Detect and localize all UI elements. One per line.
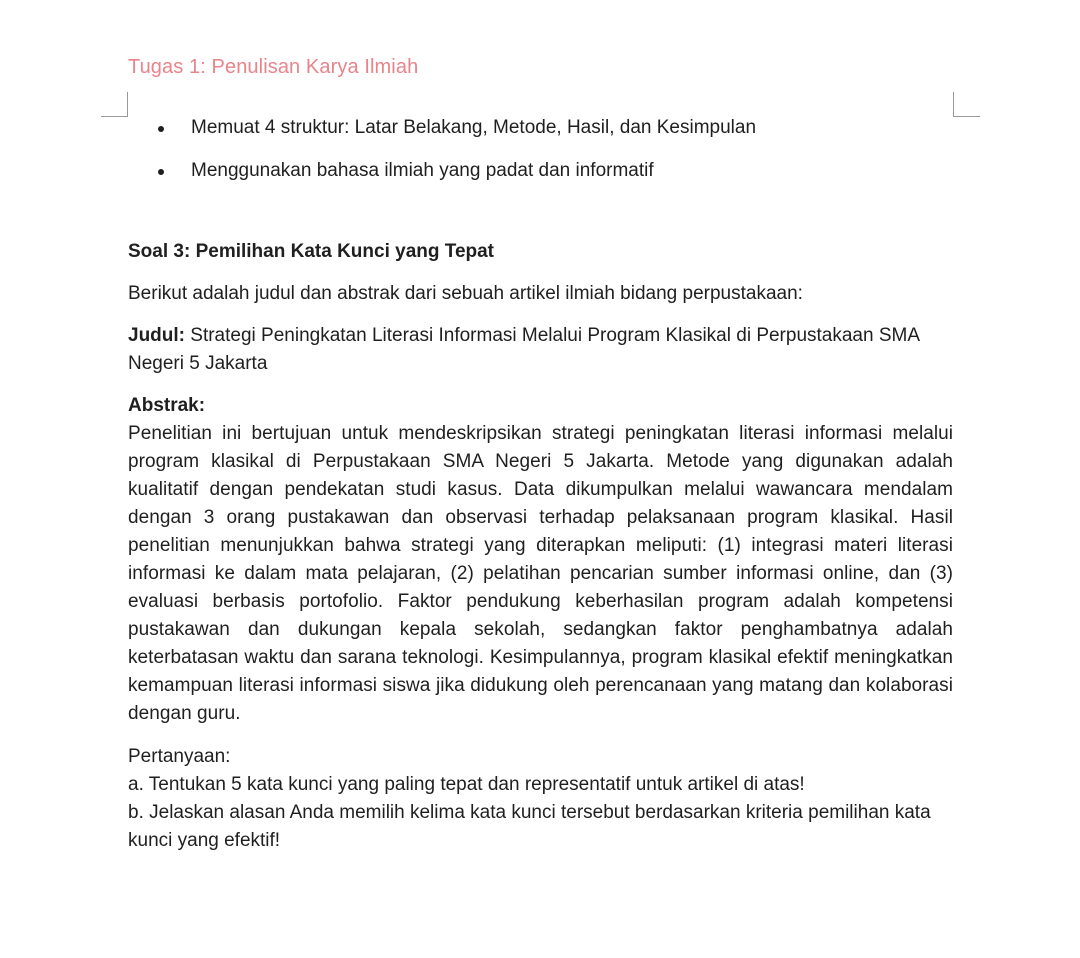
judul-text: Strategi Peningkatan Literasi Informasi Melalui Program Klasikal di Perpustakaan SMA Negeri 5 Jakarta (128, 325, 919, 374)
bullet-list (128, 114, 953, 185)
question-a: a. Tentukan 5 kata kunci yang paling tepat dan representatif untuk artikel di atas! (128, 774, 805, 795)
judul-paragraph (128, 322, 953, 378)
questions-title: Pertanyaan: (128, 746, 231, 767)
margin-mark-left (101, 92, 128, 117)
intro-paragraph: Berikut adalah judul dan abstrak dari sebuah artikel ilmiah bidang perpustakaan: (128, 283, 803, 304)
bullet-dot-icon (158, 169, 164, 175)
bullet-text: Memuat 4 struktur: Latar Belakang, Metode, Hasil, dan Kesimpulan (191, 117, 757, 138)
margin-mark-right (953, 92, 980, 117)
document-body (128, 114, 953, 855)
section-heading: Soal 3: Pemilihan Kata Kunci yang Tepat (128, 241, 495, 262)
bullet-item (128, 114, 953, 142)
bullet-dot-icon (158, 126, 164, 132)
bullet-text: Menggunakan bahasa ilmiah yang padat dan informatif (191, 160, 654, 181)
judul-label: Judul: (128, 325, 185, 346)
abstrak-text: Penelitian ini bertujuan untuk mendeskripsikan strategi peningkatan literasi informasi melalui program klasikal di Perpustakaan SMA Negeri 5 Jakarta. Metode yang digunakan adalah kualitatif dengan pendekatan studi kasus. Data dikumpulkan melalui wawancara mendalam dengan 3 orang pustakawan dan observasi terhadap pelaksanaan program klasikal. Hasil penelitian menunjukkan bahwa strategi yang diterapkan meliputi: (1) integrasi materi literasi informasi ke dalam mata pelajaran, (2) pelatihan pencarian sumber informasi online, dan (3) evaluasi berbasis portofolio. Faktor pendukung keberhasilan program adalah kompetensi pustakawan dan dukungan kepala sekolah, sedangkan faktor penghambatnya adalah keterbatasan waktu dan sarana teknologi. Kesimpulannya, program klasikal efektif meningkatkan kemampuan literasi informasi siswa jika didukung oleh perencanaan yang matang dan kolaborasi dengan guru. (128, 423, 953, 724)
bullet-item (128, 157, 953, 185)
header-title: Tugas 1: Penulisan Karya Ilmiah (128, 56, 419, 78)
abstrak-label: Abstrak: (128, 395, 206, 416)
question-b: b. Jelaskan alasan Anda memilih kelima kata kunci tersebut berdasarkan kriteria pemilihan kata kunci yang efektif! (128, 802, 931, 851)
